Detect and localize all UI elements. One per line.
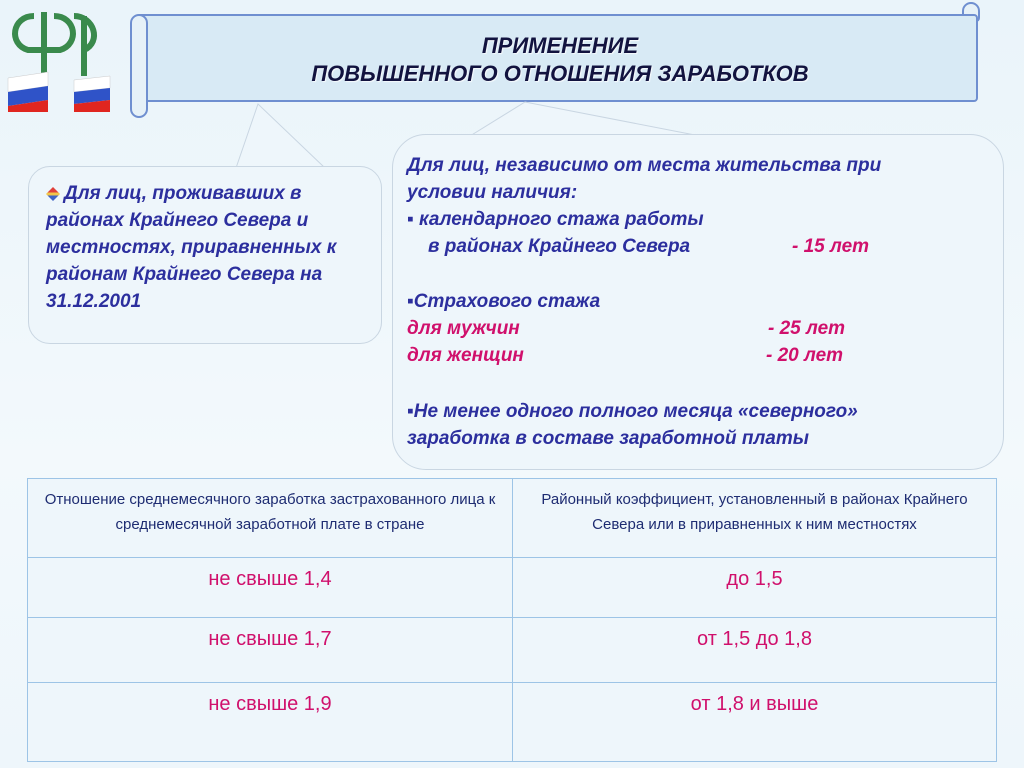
title-line-2: ПОВЫШЕННОГО ОТНОШЕНИЯ ЗАРАБОТКОВ (311, 61, 809, 86)
item-calendar-stazh-region: в районах Крайнего Севера (428, 236, 691, 257)
right-intro-2: условии наличия: (407, 182, 578, 203)
left-callout-text (46, 180, 376, 315)
left-callout-body: Для лиц, проживавших в районах Крайнего Севера и местностях, приравненных к районам Крайнего Севера на 31.12.2001 (46, 183, 337, 312)
cell-ratio: не свыше 1,9 (28, 682, 513, 761)
cell-coefficient: до 1,5 (513, 558, 997, 618)
right-intro-1: Для лиц, независимо от места жительства при (407, 155, 882, 176)
table-row (28, 618, 997, 683)
header-regional-coefficient: Районный коэффициент, установленный в районах Крайнего Севера или в приравненных к ним местностях (513, 479, 997, 558)
item-calendar-stazh: ▪ календарного стажа работы (407, 209, 704, 230)
cell-coefficient: от 1,5 до 1,8 (513, 618, 997, 683)
item-calendar-stazh-value: - 15 лет (792, 236, 870, 257)
item-northern-earnings-2: заработка в составе заработной платы (407, 428, 809, 449)
cell-ratio: не свыше 1,7 (28, 618, 513, 683)
table-row (28, 682, 997, 761)
table-header-row (28, 479, 997, 558)
women-label: для женщин (407, 345, 524, 366)
table-row (28, 558, 997, 618)
bullet-icon (46, 187, 60, 201)
men-label: для мужчин (407, 318, 520, 339)
women-value: - 20 лет (766, 345, 844, 366)
men-value: - 25 лет (768, 318, 846, 339)
header-earnings-ratio: Отношение среднемесячного заработка застрахованного лица к среднемесячной заработной плате в стране (28, 479, 513, 558)
cell-coefficient: от 1,8 и выше (513, 682, 997, 761)
ratio-table (27, 478, 997, 762)
cell-ratio: не свыше 1,4 (28, 558, 513, 618)
item-insurance-stazh: ▪Страхового стажа (407, 291, 601, 312)
title-line-1: ПРИМЕНЕНИЕ (481, 33, 639, 58)
item-northern-earnings-1: ▪Не менее одного полного месяца «северного» (407, 401, 858, 422)
